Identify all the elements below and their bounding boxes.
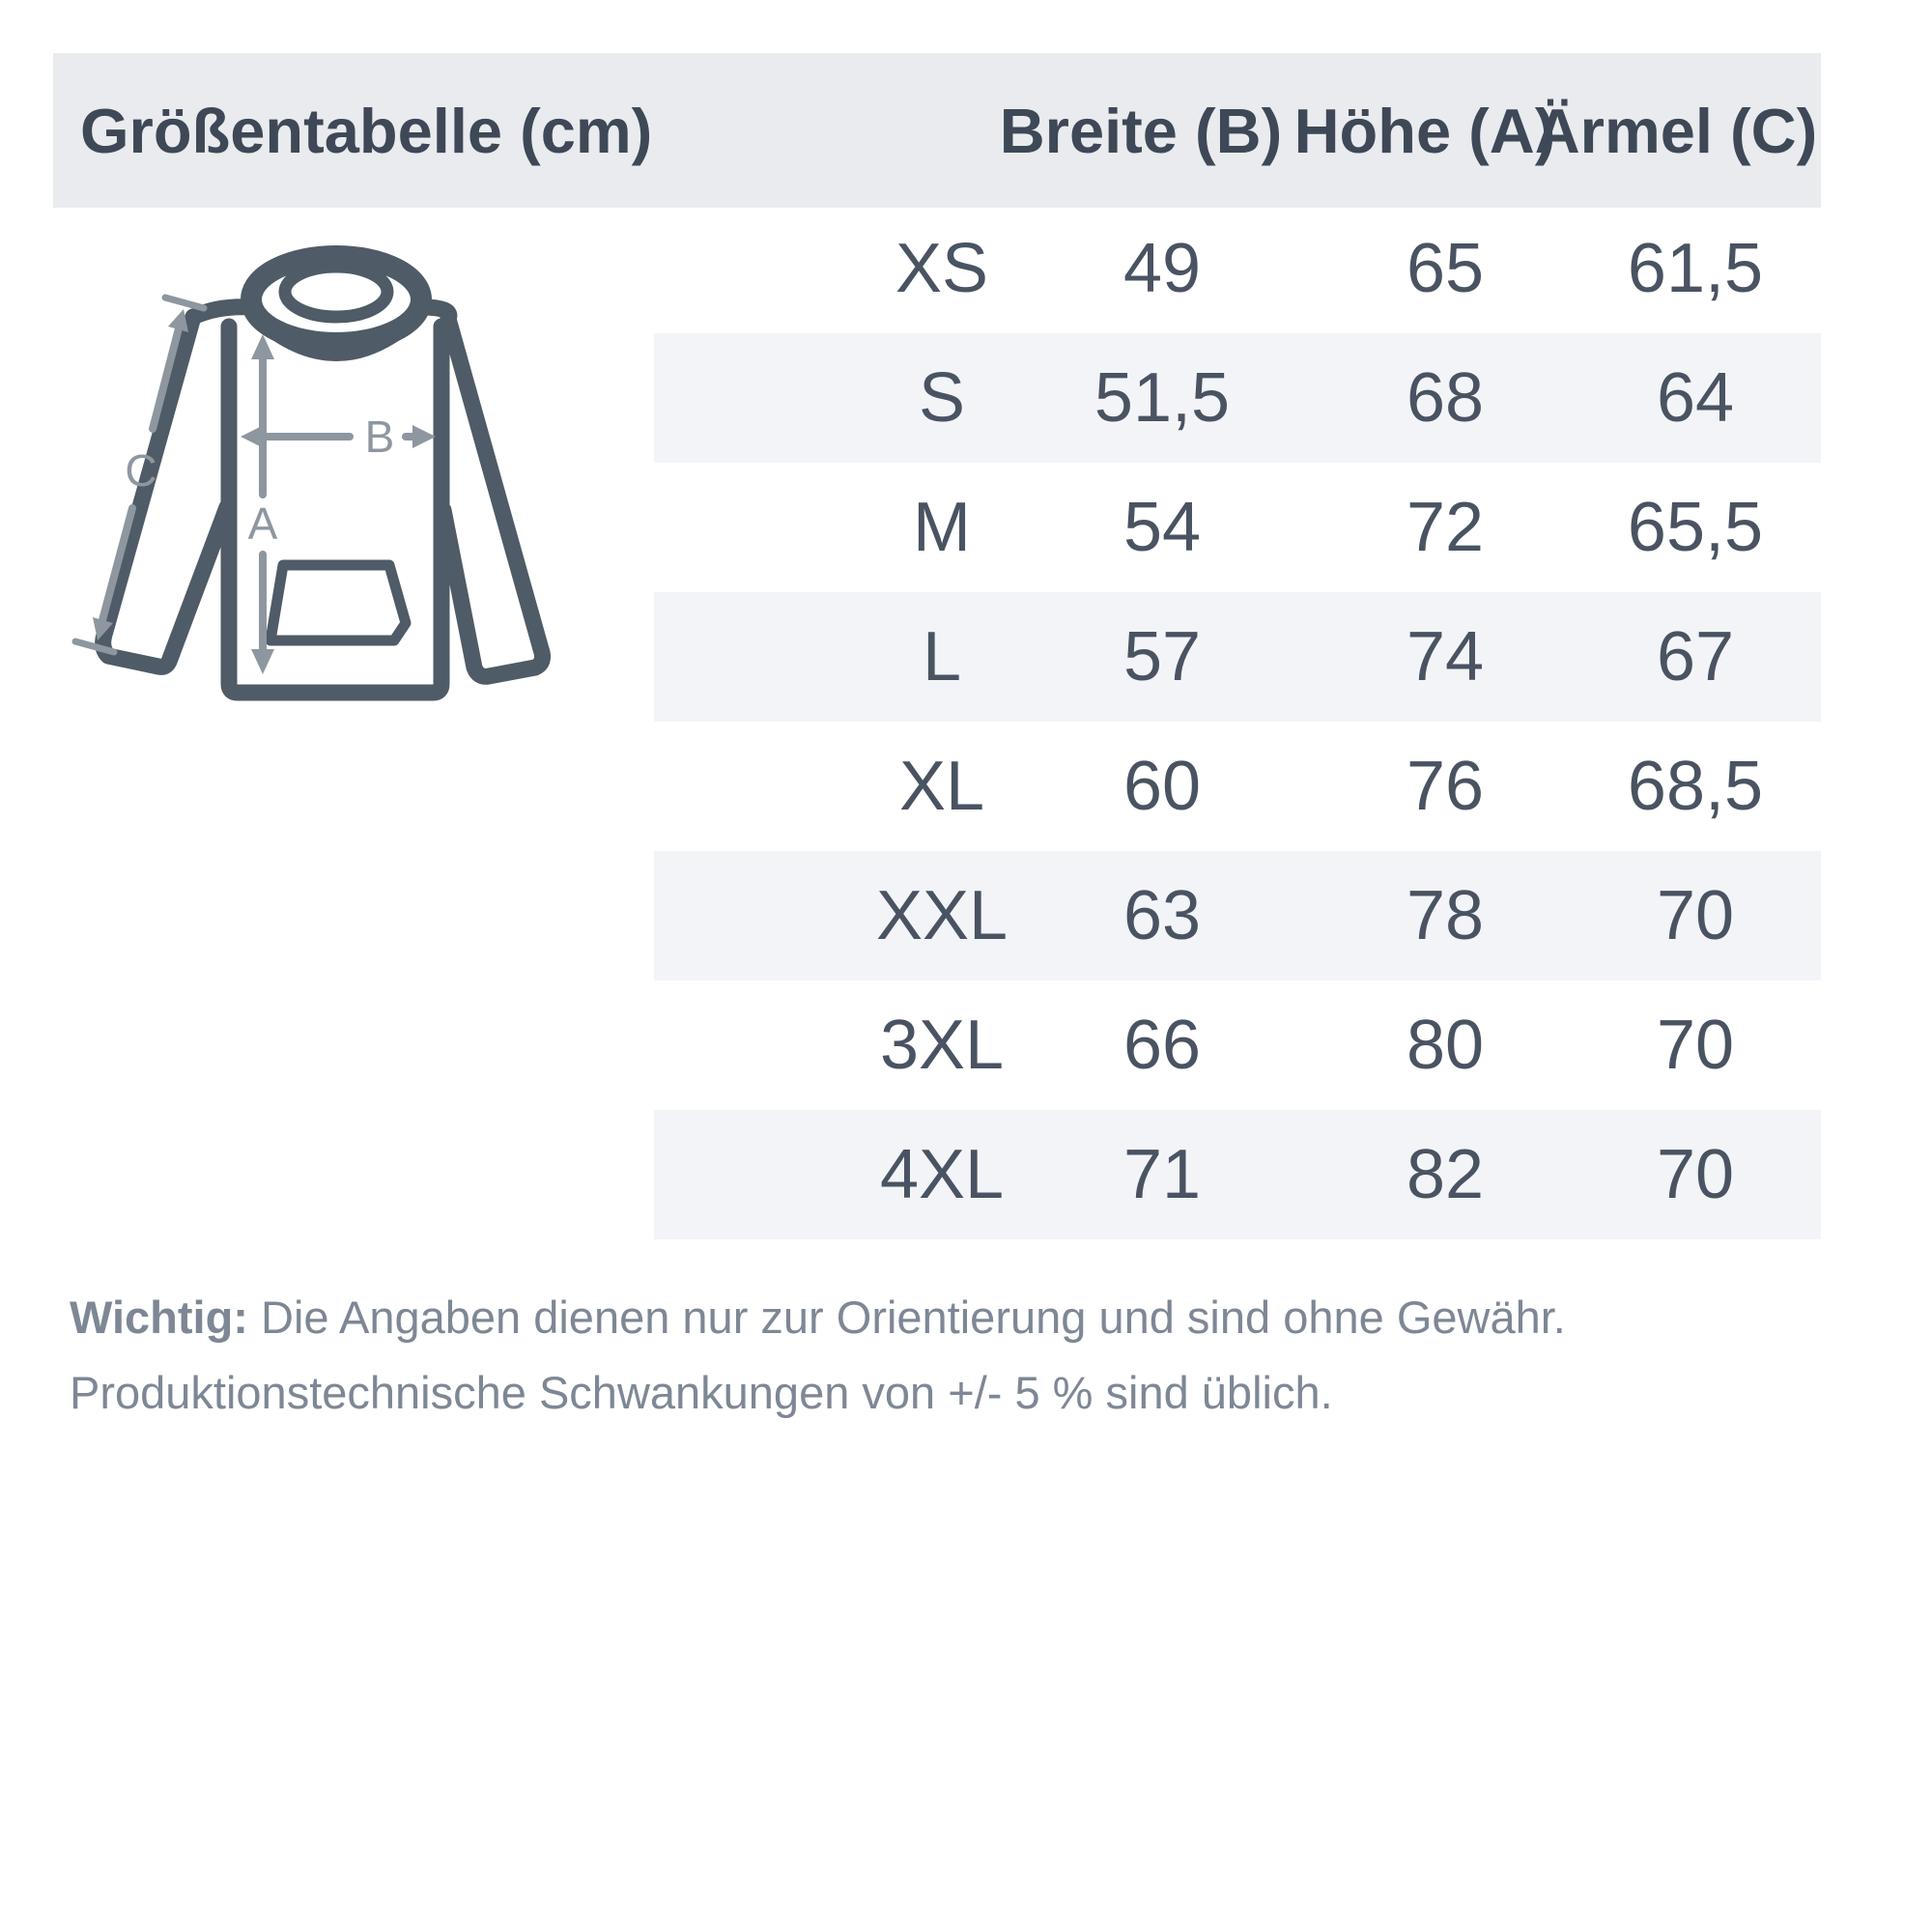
size-label: L — [922, 618, 962, 696]
table-row-s — [654, 333, 1821, 463]
size-label: M — [913, 489, 971, 566]
size-label: XL — [898, 748, 985, 825]
size-label: S — [918, 359, 966, 437]
sleeve-value: 70 — [1656, 877, 1735, 954]
table-row-xs — [654, 204, 1821, 333]
sleeve-value: 64 — [1656, 359, 1735, 437]
width-value: 49 — [1122, 230, 1202, 307]
hood-icon — [251, 256, 421, 353]
sleeve-value: 65,5 — [1627, 489, 1764, 566]
table-row-l — [654, 592, 1821, 722]
note-line-1 — [70, 1280, 1731, 1355]
height-value: 76 — [1406, 748, 1485, 825]
size-label: 4XL — [879, 1136, 1005, 1213]
column-header-width: Breite (B) — [999, 95, 1283, 166]
table-row-xl — [654, 722, 1821, 851]
disclaimer-note — [70, 1280, 1731, 1431]
table-row-3xl — [654, 980, 1821, 1110]
sleeve-value: 70 — [1656, 1136, 1735, 1213]
width-value: 66 — [1122, 1007, 1202, 1084]
size-label: XXL — [875, 877, 1009, 954]
sleeve-value: 61,5 — [1627, 230, 1764, 307]
height-value: 82 — [1406, 1136, 1485, 1213]
sleeve-value: 70 — [1656, 1007, 1735, 1084]
note-line-2: Produktionstechnische Schwankungen von +/- 5 % sind üblich. — [70, 1367, 1333, 1418]
table-header-bar — [53, 53, 1821, 208]
height-value: 80 — [1406, 1007, 1485, 1084]
label-b: B — [364, 412, 395, 462]
label-c: C — [125, 445, 157, 496]
table-row-m — [654, 463, 1821, 592]
height-value: 72 — [1406, 489, 1485, 566]
note-line-1-rest: Die Angaben dienen nur zur Orientierung und sind ohne Gewähr. — [247, 1292, 1566, 1343]
height-value: 68 — [1406, 359, 1485, 437]
note-bold-word: Wichtig: — [70, 1292, 248, 1343]
hoodie-measurement-diagram — [58, 222, 753, 860]
page-title: Größentabelle (cm) — [80, 95, 653, 166]
column-header-height: Höhe (A) — [1293, 95, 1556, 166]
width-value: 71 — [1122, 1136, 1202, 1213]
height-value: 78 — [1406, 877, 1485, 954]
width-value: 57 — [1122, 618, 1202, 696]
height-value: 74 — [1406, 618, 1485, 696]
sleeve-value: 68,5 — [1627, 748, 1764, 825]
sleeve-value: 67 — [1656, 618, 1735, 696]
table-row-xxl — [654, 851, 1821, 980]
size-label: XS — [895, 230, 989, 307]
pocket-icon — [270, 565, 406, 640]
width-value: 54 — [1122, 489, 1202, 566]
width-value: 63 — [1122, 877, 1202, 954]
width-value: 60 — [1122, 748, 1202, 825]
column-header-sleeve: Ärmel (C) — [1534, 95, 1818, 166]
height-value: 65 — [1406, 230, 1485, 307]
table-row-4xl — [654, 1110, 1821, 1239]
label-a: A — [247, 498, 278, 549]
width-value: 51,5 — [1094, 359, 1231, 437]
size-label: 3XL — [879, 1007, 1005, 1084]
